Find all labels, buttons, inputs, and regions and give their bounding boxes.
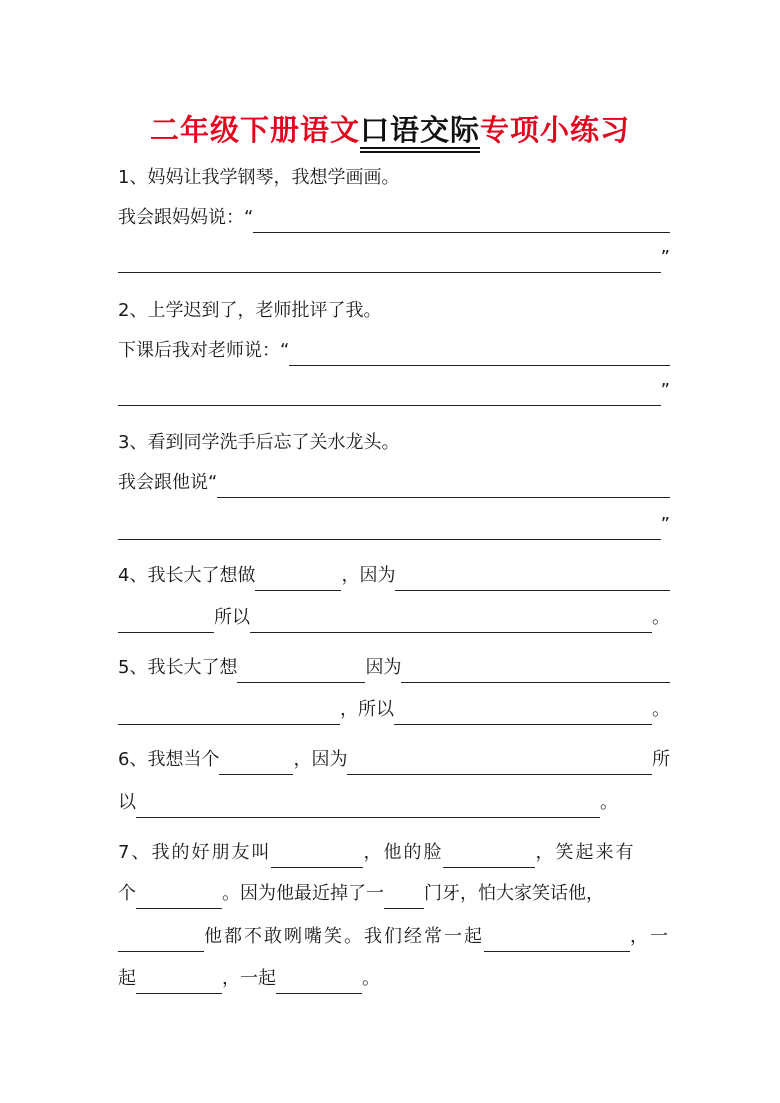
q7-blank-activity-1[interactable] bbox=[484, 929, 630, 952]
q1-prompt-line bbox=[118, 203, 670, 233]
q6-blank-role[interactable] bbox=[219, 752, 293, 775]
q7-line-3 bbox=[118, 922, 670, 952]
q4-blank-reason-cont[interactable] bbox=[118, 610, 214, 633]
q7-text-h: ，一 bbox=[630, 926, 670, 947]
page-title bbox=[0, 108, 780, 149]
q2-answer-blank-1[interactable] bbox=[289, 343, 670, 366]
q4-end: 。 bbox=[652, 607, 670, 628]
q7-blank-activity-2[interactable] bbox=[136, 971, 222, 994]
q3-scenario-text: 3、看到同学洗手后忘了关水龙头。 bbox=[118, 432, 400, 453]
q6-line-2 bbox=[118, 788, 618, 818]
q3-prompt-text: 我会跟他说“ bbox=[118, 472, 218, 493]
q2-continue-line bbox=[118, 376, 670, 406]
q3-answer-blank-1[interactable] bbox=[217, 475, 670, 498]
q3-continue-line bbox=[118, 510, 670, 540]
q2-scenario bbox=[118, 296, 670, 326]
q2-close-quote: ” bbox=[660, 380, 670, 401]
q3-answer-blank-2[interactable] bbox=[118, 517, 661, 540]
q7-line-2 bbox=[118, 879, 670, 909]
q5-text-a: 5、我长大了想 bbox=[118, 657, 238, 678]
q7-end: 。 bbox=[362, 968, 380, 989]
q7-text-c: ，笑起来有 bbox=[535, 842, 636, 863]
q6-line-1 bbox=[118, 745, 670, 775]
q4-line-1 bbox=[118, 561, 670, 591]
q4-text-a: 4、我长大了想做 bbox=[118, 565, 256, 586]
q1-continue-line bbox=[118, 243, 670, 273]
q7-text-f: 门牙，怕大家笑话他， bbox=[424, 883, 604, 904]
q2-prompt-text: 下课后我对老师说：“ bbox=[118, 340, 290, 361]
q7-blank-reason[interactable] bbox=[118, 929, 204, 952]
q1-prompt-text: 我会跟妈妈说：“ bbox=[118, 207, 254, 228]
q4-text-c: 所以 bbox=[214, 607, 250, 628]
q4-blank-reason[interactable] bbox=[395, 568, 670, 591]
q5-text-b: 因为 bbox=[365, 657, 402, 678]
q6-text-b: ，因为 bbox=[293, 749, 348, 770]
q7-blank-activity-3[interactable] bbox=[276, 971, 362, 994]
q4-blank-result[interactable] bbox=[250, 610, 652, 633]
q2-prompt-line bbox=[118, 336, 670, 366]
q1-scenario bbox=[118, 163, 670, 193]
title-part-3: 专项小练习 bbox=[480, 113, 631, 147]
q2-scenario-text: 2、上学迟到了，老师批评了我。 bbox=[118, 300, 382, 321]
q7-blank-teeth[interactable] bbox=[384, 886, 424, 909]
q7-text-b: ，他的脸 bbox=[363, 842, 444, 863]
q2-answer-blank-2[interactable] bbox=[118, 383, 661, 406]
q7-blank-face[interactable] bbox=[443, 845, 535, 868]
q7-blank-smile[interactable] bbox=[136, 886, 222, 909]
title-part-1: 二年级下册语文 bbox=[149, 113, 360, 147]
q4-line-2 bbox=[118, 603, 670, 633]
q3-scenario bbox=[118, 428, 670, 458]
q7-blank-friend-name[interactable] bbox=[271, 845, 363, 868]
q6-blank-result[interactable] bbox=[136, 795, 600, 818]
q7-text-j: ，一起 bbox=[222, 968, 276, 989]
q4-blank-job[interactable] bbox=[255, 568, 341, 591]
q1-scenario-text: 1、妈妈让我学钢琴，我想学画画。 bbox=[118, 167, 400, 188]
q6-blank-reason[interactable] bbox=[347, 752, 652, 775]
q5-blank-wish[interactable] bbox=[237, 660, 365, 683]
q7-text-a: 7、我的好朋友叫 bbox=[118, 842, 272, 863]
q7-text-d: 个 bbox=[118, 883, 136, 904]
q5-blank-reason[interactable] bbox=[401, 660, 670, 683]
q7-text-g: 他都不敢咧嘴笑。我们经常一起 bbox=[204, 926, 484, 947]
title-part-2-underlined: 口语交际 bbox=[360, 108, 480, 149]
q4-text-b: ，因为 bbox=[341, 565, 396, 586]
q1-answer-blank-2[interactable] bbox=[118, 250, 661, 273]
q7-line-4 bbox=[118, 964, 398, 994]
q7-text-i: 起 bbox=[118, 968, 136, 989]
q5-line-2 bbox=[118, 695, 670, 725]
q6-text-a: 6、我想当个 bbox=[118, 749, 220, 770]
q7-text-e: 。因为他最近掉了一 bbox=[222, 883, 384, 904]
q1-close-quote: ” bbox=[660, 247, 670, 268]
q5-blank-result[interactable] bbox=[394, 702, 652, 725]
q3-close-quote: ” bbox=[660, 514, 670, 535]
q3-prompt-line bbox=[118, 468, 670, 498]
q5-line-1 bbox=[118, 653, 670, 683]
q5-text-c: ，所以 bbox=[340, 699, 394, 720]
q6-text-d: 以 bbox=[118, 792, 136, 813]
q1-answer-blank-1[interactable] bbox=[253, 210, 670, 233]
q6-end: 。 bbox=[600, 792, 618, 813]
q5-blank-reason-cont[interactable] bbox=[118, 702, 340, 725]
q5-end: 。 bbox=[652, 699, 670, 720]
q7-line-1 bbox=[118, 838, 670, 868]
q6-text-c: 所 bbox=[652, 749, 670, 770]
